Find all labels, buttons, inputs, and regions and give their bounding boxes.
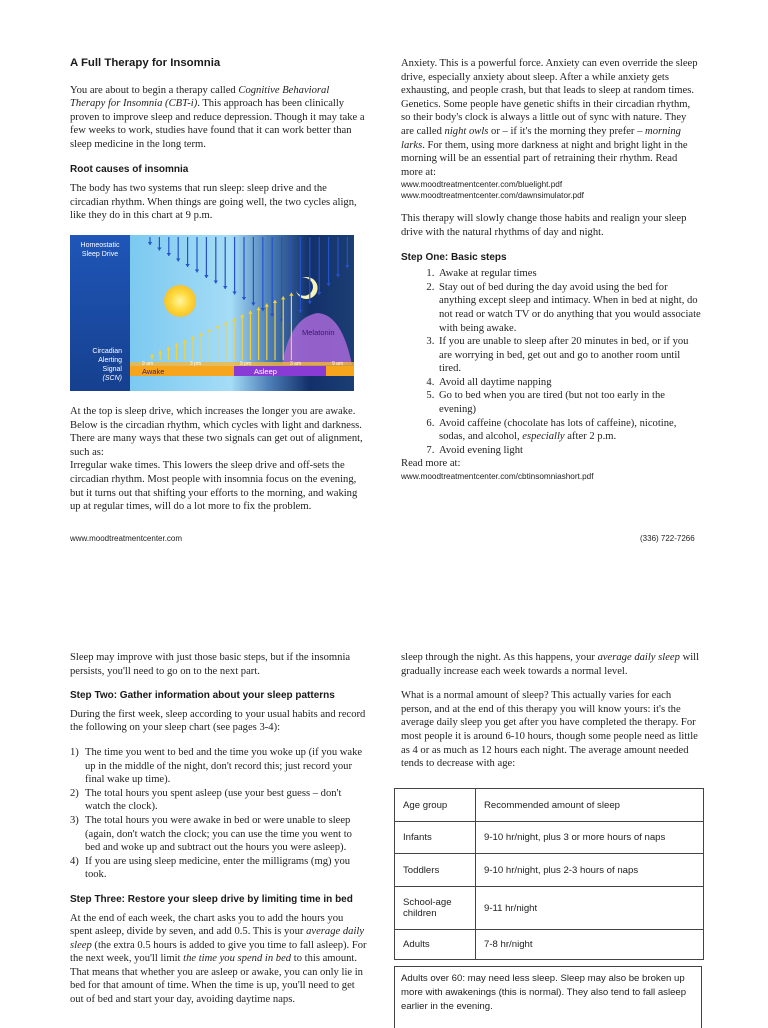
circadian-label: (SCN) <box>102 375 122 382</box>
list-item: 4. Avoid all daytime napping <box>437 376 701 390</box>
root-causes-text: The body has two systems that run sleep: sleep drive and the circadian rhythm. When things are going well, the two cycles align, like they do in this chart at 9 p.m. <box>70 183 357 222</box>
tick-label: 9 am <box>332 361 344 367</box>
step-three-text: At the end of each week, the chart asks you to add the hours you spent asleep, divide by seven, and add 0.5. This is your average daily sleep (the extra 0.5 hours is added to give you time to fall asleep). For the next week, you'll limit the time you spend in bed to this amount. That means that whether you are asleep or awake, you can only lie in bed for that amount of time. When the time is up, you'll need to get out of bed and start your day, avoiding daytime naps. <box>70 912 367 1006</box>
irregular-wake-text: Irregular wake times. This lowers the sleep drive and off-sets the circadian rhythm. Most people with insomnia focus on the evening, but it turns out that shifting your efforts to the morning, and waking up at regular times, will do a lot more to fix the problem. <box>70 460 358 513</box>
realign-text: This therapy will slowly change those habits and realign your sleep drive with the natural rhythms of day and night. <box>401 213 687 238</box>
genetics-text: Genetics. Some people have genetic shifts in their circadian rhythm, so their body's clock is always a little out of sync with nature. They are called night owls or – if it's the morning they prefer – morning larks. For them, using more darkness at night and bright light in the morning will be an essential part of retraining their rhythm. Read more at: <box>401 98 691 178</box>
list-item: 7. Avoid evening light <box>437 444 701 458</box>
step-three-heading: Step Three: Restore your sleep drive by limiting time in bed <box>70 893 353 905</box>
table-cell: 9-10 hr/night, plus 2-3 hours of naps <box>476 854 704 887</box>
table-cell: Adults <box>395 930 476 960</box>
footer-website[interactable]: www.moodtreatmentcenter.com <box>70 534 183 543</box>
tick-label: 3 pm <box>190 361 202 367</box>
list-item: 1) The time you went to bed and the time you woke up (if you wake up in the middle of the night, don't record this; just record your final wake up time). <box>70 746 363 786</box>
average-sleep-text: sleep through the night. As this happens, your average daily sleep will gradually increase each week towards a normal level. <box>401 652 700 677</box>
page1-left-bottom <box>70 405 366 514</box>
table-row <box>395 930 704 960</box>
table-cell: 7-8 hr/night <box>476 930 704 960</box>
tick-label: 9 am <box>142 361 154 367</box>
page2-right-column <box>401 651 701 771</box>
older-adults-note: Adults over 60: may need less sleep. Sleep may also be broken up more with awakenings (this is normal). They also tend to fall asleep earlier in the evening. <box>394 966 702 1028</box>
table-cell: 9-11 hr/night <box>476 887 704 930</box>
page-title: A Full Therapy for Insomnia <box>70 57 221 69</box>
column-header: Recommended amount of sleep <box>476 789 704 822</box>
list-item: 3. If you are unable to sleep after 20 minutes in bed, or if you are worrying in bed, get out and go to another room until tired. <box>437 335 701 376</box>
table-row <box>395 822 704 854</box>
list-item: 2. Stay out of bed during the day avoid using the bed for anything except sleep and intimacy. When in bed at night, do not read or watch TV or do anything that you would associate with being awake. <box>437 281 701 335</box>
table-header-row <box>395 789 704 822</box>
sleep-drive-chart <box>70 235 354 391</box>
sun-icon <box>164 285 196 317</box>
table-cell: Toddlers <box>395 854 476 887</box>
list-item: 6. Avoid caffeine (chocolate has lots of caffeine), nicotine, sodas, and alcohol, especially after 2 p.m. <box>437 417 701 444</box>
cbt-insomnia-link[interactable]: www.moodtreatmentcenter.com/cbtinsomniashort.pdf <box>401 472 594 482</box>
step-two-list <box>70 746 368 882</box>
step-two-text: During the first week, sleep according to your usual habits and record the following on your sleep chart (see pages 3-4): <box>70 708 366 734</box>
drive-label: Homeostatic <box>80 242 120 249</box>
table-row <box>395 854 704 887</box>
step-one-list <box>401 267 701 457</box>
page2-intro-text: Sleep may improve with just those basic steps, but if the insomnia persists, you'll need to go on to the next part. <box>70 652 351 677</box>
column-header: Age group <box>395 789 476 822</box>
anxiety-text: Anxiety. This is a powerful force. Anxiety can even override the sleep drive, especially anxiety about sleep. After a while anxiety gets exhausting, and people crash, but that leads to sleep at random times. <box>401 58 698 97</box>
circadian-label: Alerting <box>98 357 122 364</box>
footer-phone: (336) 722-7266 <box>640 534 695 543</box>
tick-label: 3 am <box>290 361 302 367</box>
after-chart-text: At the top is sleep drive, which increases the longer you are awake. Below is the circadian rhythm, which cycles with light and darkness. There are many ways that these two signals can get out of alignment, such as: <box>70 406 363 458</box>
intro-paragraph: You are about to begin a therapy called Cognitive Behavioral Therapy for Insomnia (CBT-i). This approach has been clinically proven to improve sleep and reduce depression. Though it may take a few weeks to work, studies have found that it can work better than sleep medicine in the long term. <box>70 84 365 150</box>
table-row <box>395 887 704 930</box>
circadian-label: Signal <box>102 366 122 373</box>
step-two-heading: Step Two: Gather information about your sleep patterns <box>70 690 335 702</box>
asleep-label: Asleep <box>254 367 277 376</box>
root-causes-heading: Root causes of insomnia <box>70 163 189 175</box>
bluelight-link[interactable]: www.moodtreatmentcenter.com/bluelight.pdf <box>401 180 563 190</box>
melatonin-label: Melatonin <box>302 328 335 337</box>
sleep-recommendation-table <box>394 788 704 960</box>
drive-label: Sleep Drive <box>81 251 119 258</box>
asleep-bar <box>234 366 326 376</box>
table-cell: 9-10 hr/night, plus 3 or more hours of naps <box>476 822 704 854</box>
step-one-heading: Step One: Basic steps <box>401 251 507 263</box>
list-item: 5. Go to bed when you are tired (but not too early in the evening) <box>437 389 701 416</box>
dawnsimulator-link[interactable]: www.moodtreatmentcenter.com/dawnsimulator.pdf <box>401 191 584 201</box>
list-item: 4) If you are using sleep medicine, enter the milligrams (mg) you took. <box>70 855 351 881</box>
awake-label: Awake <box>142 367 165 376</box>
tick-label: 9 pm <box>240 361 252 367</box>
page1-left-column <box>70 57 366 223</box>
page2-left-column <box>70 651 368 1007</box>
normal-sleep-text: What is a normal amount of sleep? This actually varies for each person, and at the end of this therapy you will know yours: it's the average daily sleep you get after you have completed the therapy. For most people it is around 6-10 hours, though some people need as little as 4 or as much as 12 hours each night. The average amount needed tends to decrease with age: <box>401 690 698 770</box>
table-cell: School-age children <box>395 887 476 930</box>
awake-bar-morning <box>326 366 354 376</box>
list-item: 3) The total hours you were awake in bed or were unable to sleep (again, don't watch the clock; you can use the time you went to bed and woke up and subtract out the hours you were asleep). <box>70 814 352 854</box>
read-more-label: Read more at: <box>401 458 461 470</box>
list-item: 1. Awake at regular times <box>437 267 701 281</box>
table-cell: Infants <box>395 822 476 854</box>
page1-right-column <box>401 57 701 482</box>
list-item: 2) The total hours you spent asleep (use your best guess – don't watch the clock). <box>70 787 342 813</box>
circadian-label: Circadian <box>92 348 122 355</box>
